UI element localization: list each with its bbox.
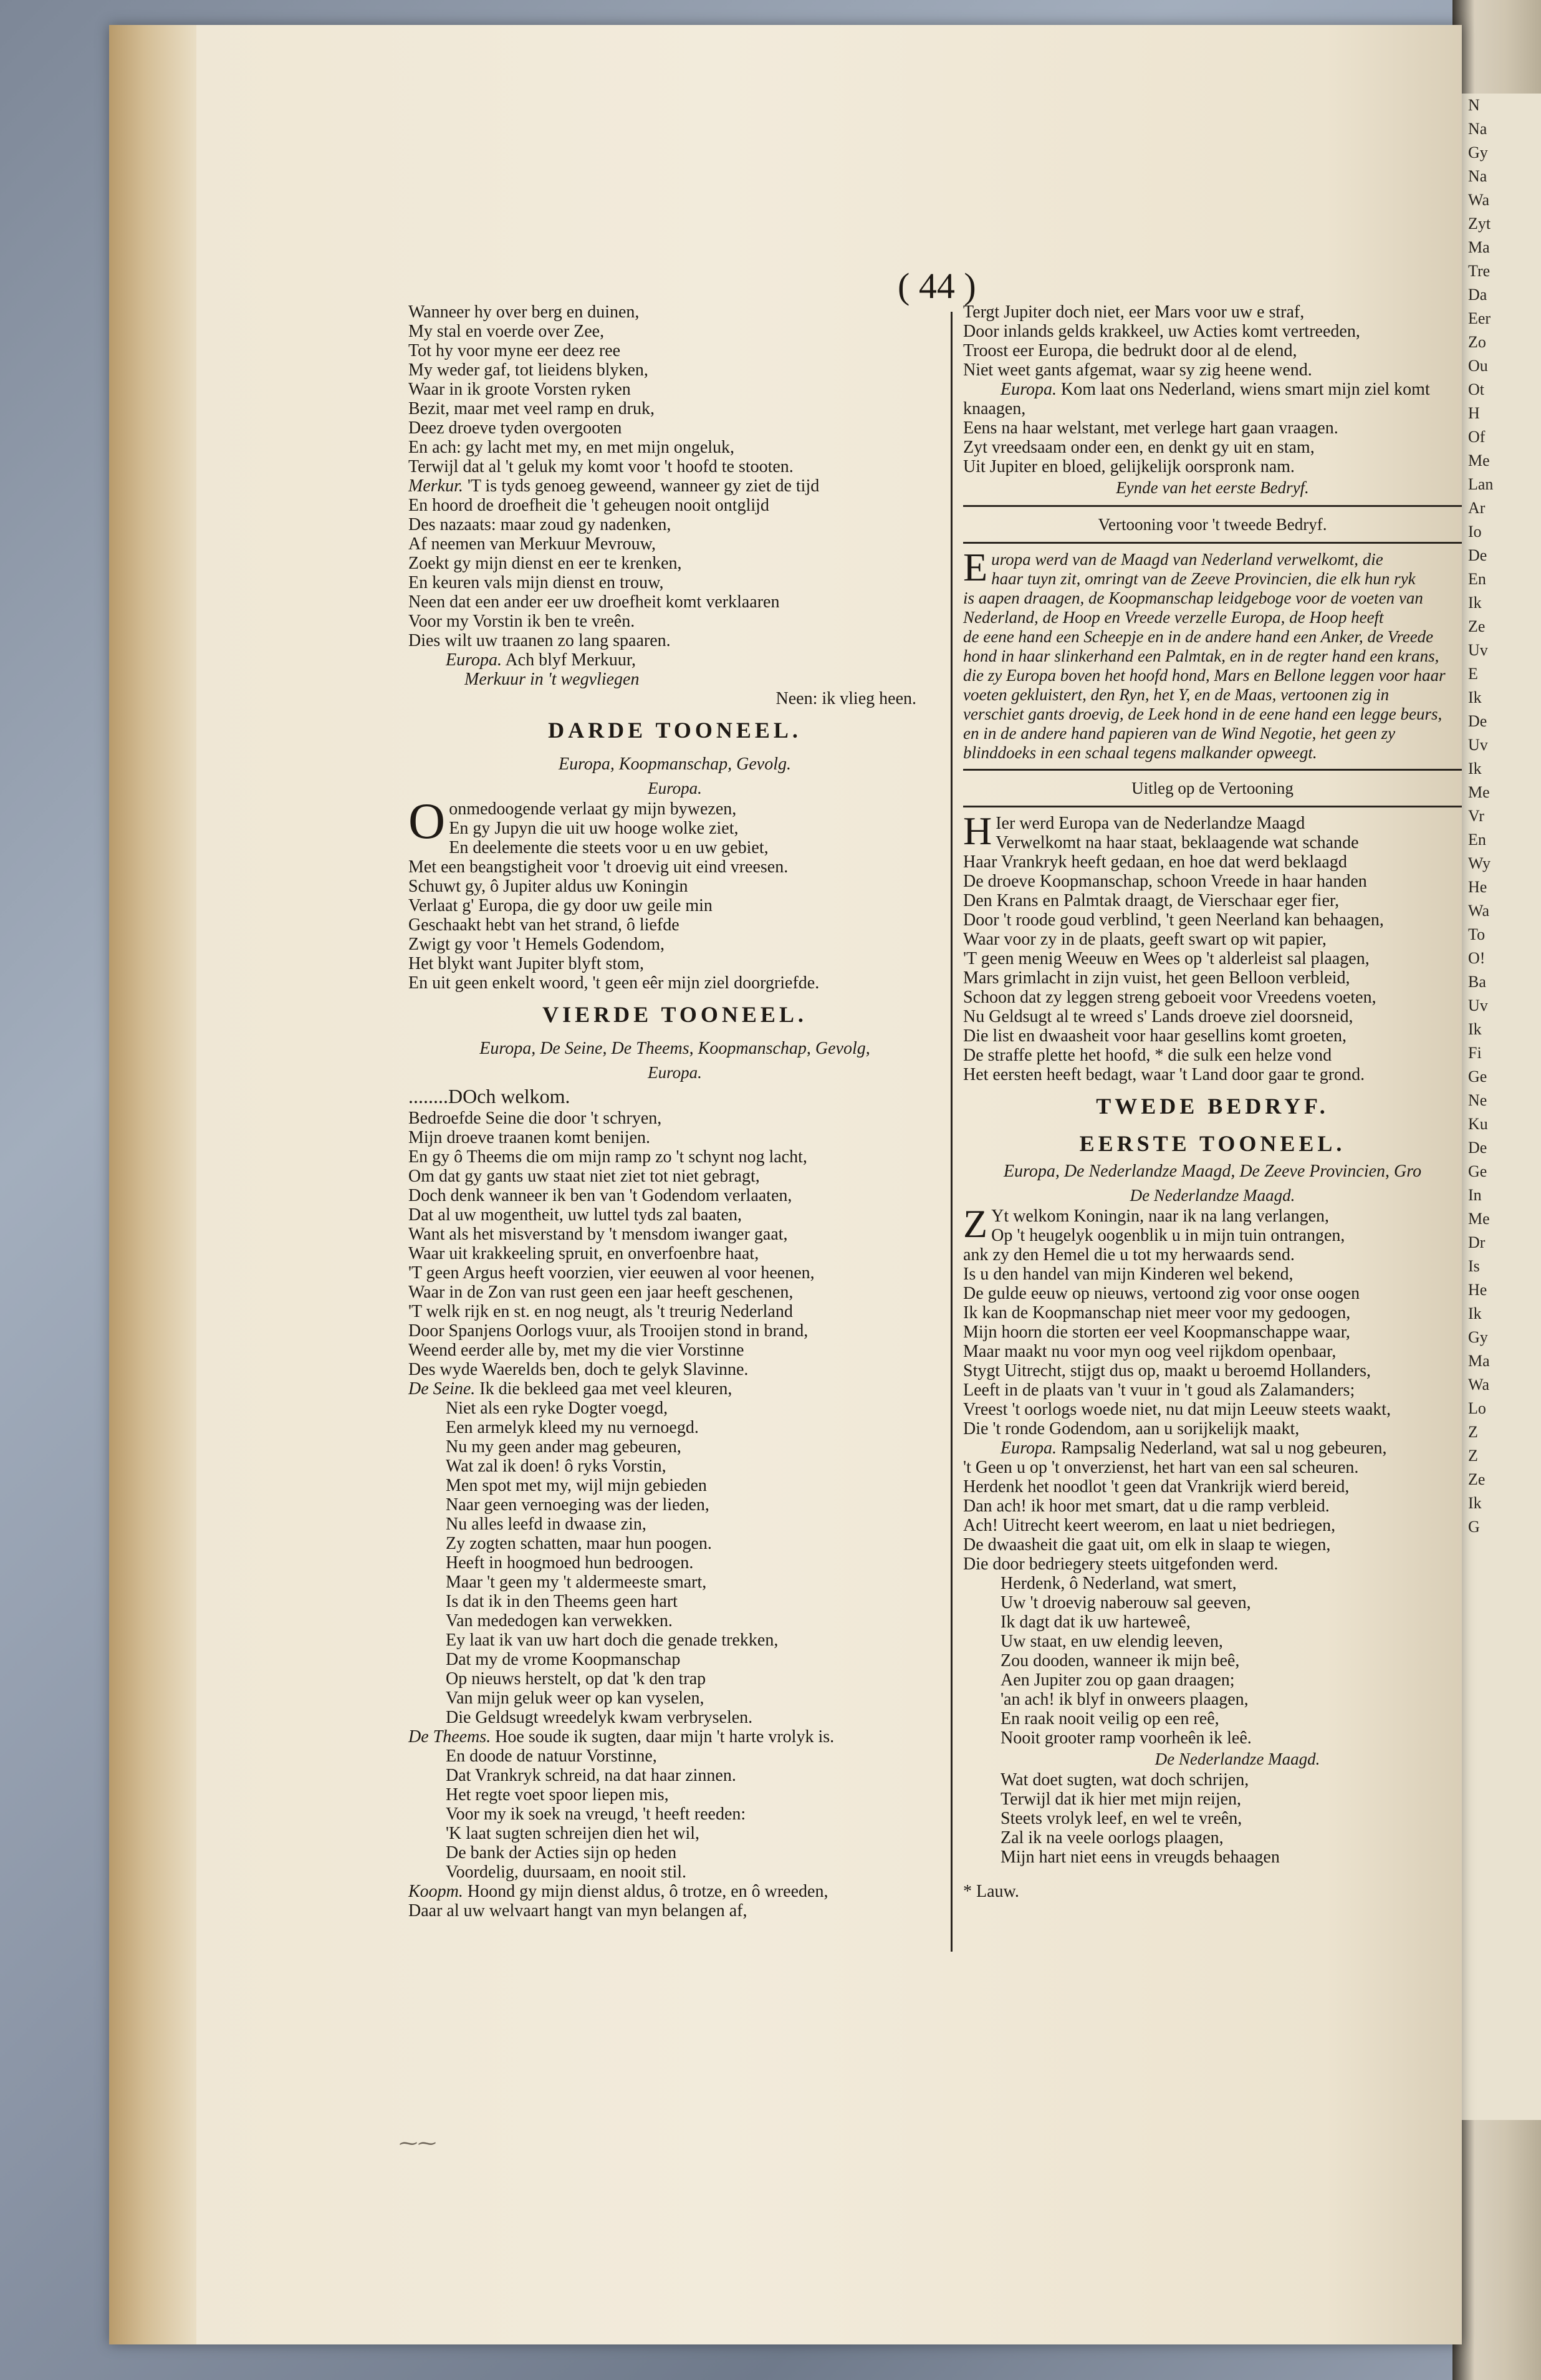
text-line: Bezit, maar met veel ramp en druk, (408, 399, 655, 418)
facing-page-line: Of (1468, 428, 1486, 446)
speech-text: Ik die bekleed gaa met veel kleuren, (479, 1379, 732, 1399)
page-edge-stain (109, 25, 196, 2344)
text-line: hond in haar slinkerhand een Palmtak, en in de regter hand een krans, (963, 647, 1439, 665)
facing-page-line: Me (1468, 783, 1490, 801)
facing-page-line: Io (1468, 523, 1482, 541)
text-line: Herdenk, ô Nederland, wat smert, (1001, 1574, 1237, 1593)
text-line: Haar Vrankryk heeft gedaan, en hoe dat werd beklaagd (963, 852, 1347, 872)
text-line: Nooit grooter ramp voorheên ik leê. (1001, 1728, 1252, 1748)
text-line: Dat my de vrome Koopmanschap (446, 1650, 681, 1669)
text-line: Is u den handel van mijn Kinderen wel bekend, (963, 1265, 1294, 1284)
facing-page-line: Wa (1468, 902, 1489, 920)
text-line: Ier werd Europa van de Nederlandze Maagd (996, 814, 1305, 833)
divider-rule (963, 505, 1462, 507)
text-line: Met een beangstigheit voor 't droevig uit eind vreesen. (408, 857, 789, 877)
text-line: De droeve Koopmanschap, schoon Vreede in haar handen (963, 872, 1367, 891)
facing-page-line: Lan (1468, 475, 1494, 493)
ink-smudge: ⁓⁓ (399, 2132, 436, 2154)
section-title: Uitleg op de Vertooning (1131, 779, 1294, 797)
column-divider (951, 312, 953, 1952)
facing-page-line: E (1468, 665, 1478, 683)
text-line: Waar in ik groote Vorsten ryken (408, 380, 631, 399)
facing-page-line: Wa (1468, 1375, 1489, 1394)
section-title: Vertooning voor 't tweede Bedryf. (1098, 515, 1327, 534)
speech-text: Rampsalig Nederland, wat sal u nog gebeuren, (1060, 1438, 1387, 1458)
facing-page-line: Z (1468, 1423, 1478, 1441)
text-line: En hoord de droefheit die 't geheugen nooit ontglijd (408, 496, 769, 515)
text-line: En gy ô Theems die om mijn ramp zo 't schynt nog lacht, (408, 1147, 807, 1167)
text-line: knaagen, (963, 399, 1026, 418)
drop-cap: O (408, 793, 446, 849)
text-line: Verlaat g' Europa, die gy door uw geile min (408, 896, 713, 915)
divider-rule (963, 769, 1462, 771)
facing-page-line: Ik (1468, 688, 1482, 706)
text-line: En deelemente die steets voor u en uw gebiet, (449, 838, 769, 857)
facing-page-line: De (1468, 1139, 1487, 1157)
text-line: Den Krans en Palmtak draagt, de Vierschaar eger fier, (963, 891, 1340, 910)
verse-block-dropcap (963, 1202, 1462, 1438)
verse-block (963, 1770, 1462, 1867)
verse-block (408, 1746, 941, 1882)
text-line: Voordelig, duursaam, en nooit stil. (446, 1862, 686, 1882)
text-line: Want als het misverstand by 't mensdom iwanger gaat, (408, 1225, 788, 1244)
text-line: Uw staat, en uw elendig leeven, (1001, 1632, 1223, 1651)
facing-page-line: Ba (1468, 973, 1486, 991)
text-line: En uit geen enkelt woord, 't geen eêr mijn ziel doorgriefde. (408, 973, 820, 993)
text-line: De bank der Acties sijn op heden (446, 1843, 677, 1862)
facing-page-fragment (1462, 94, 1541, 2120)
left-column (408, 302, 941, 1920)
facing-page-line: Ik (1468, 1020, 1482, 1038)
text-line: Ik dagt dat ik uw harteweê, (1001, 1612, 1191, 1632)
speech-line (408, 1727, 941, 1746)
cast-list: Europa, Koopmanschap, Gevolg. (558, 754, 792, 774)
text-line: Waar in de Zon van rust geen een jaar heeft geschenen, (408, 1283, 794, 1302)
facing-page-line: Ze (1468, 1470, 1486, 1488)
page-number: ( 44 ) (898, 266, 976, 306)
speaker-name: Koopm. (408, 1882, 463, 1901)
text-line: Tergt Jupiter doch niet, eer Mars voor uw e straf, (963, 302, 1305, 322)
facing-page-line: En (1468, 570, 1486, 588)
facing-page-line: Lo (1468, 1399, 1486, 1417)
text-line: Terwijl dat al 't geluk my komt voor 't hoofd te stooten. (408, 457, 794, 476)
verse-block (963, 1202, 1462, 1438)
text-line: Waar uit krakkeeling spruit, en onverfoenbre haat, (408, 1244, 759, 1263)
text-line: Af neemen van Merkuur Mevrouw, (408, 534, 656, 554)
facing-page-line: Na (1468, 167, 1487, 185)
text-line: Door inlands gelds krakkeel, uw Acties komt vertreeden, (963, 322, 1360, 341)
speaker-name: De Theems. (408, 1727, 491, 1746)
facing-page-line: Is (1468, 1257, 1480, 1275)
cast-list: Europa, De Nederlandze Maagd, De Zeeve Provincien, Gro (1003, 1162, 1422, 1181)
text-line: Eens na haar welstant, met verlege hart gaan vraagen. (963, 418, 1338, 438)
verse-block (963, 809, 1462, 1084)
speech-line (408, 476, 941, 496)
text-line: 'T geen Argus heeft voorzien, vier eeuwen al voor heenen, (408, 1263, 815, 1283)
text-line: En keuren vals mijn dienst en trouw, (408, 573, 664, 592)
drop-cap: E (963, 545, 988, 589)
text-line: Troost eer Europa, die bedrukt door al de elend, (963, 341, 1297, 360)
facing-page-line: O! (1468, 949, 1486, 967)
text-line: De straffe plette het hoofd, * die sulk een helze vond (963, 1046, 1332, 1065)
facing-page-line: Zo (1468, 333, 1486, 351)
text-line: Het eersten heeft bedagt, waar 't Land door gaar te grond. (963, 1065, 1365, 1084)
act-end-note: Eynde van het eerste Bedryf. (1116, 478, 1309, 497)
facing-page-line: Zyt (1468, 214, 1491, 233)
text-line: Niet als een ryke Dogter voegd, (446, 1399, 668, 1418)
text-line: Naar geen vernoeging was der lieden, (446, 1495, 709, 1515)
text-line: Mars grimlacht in zijn vuist, het geen Belloon verbleid, (963, 968, 1350, 988)
text-line: Mijn droeve traanen komt benijen. (408, 1128, 650, 1147)
text-line: Verwelkomt na haar staat, beklaagende wat schande (996, 833, 1359, 852)
text-line: Vreest 't oorlogs woede niet, nu dat mijn Leeuw steets waakt, (963, 1400, 1391, 1419)
verse-block (963, 302, 1462, 380)
text-line: uropa werd van de Maagd van Nederland verwelkomt, die (991, 550, 1383, 569)
text-line: Schoon dat zy leggen streng geboeit voor Vreedens voeten, (963, 988, 1376, 1007)
drop-cap: H (963, 809, 992, 853)
divider-rule (963, 806, 1462, 807)
text-line: verschiet gants droevig, de Leek hond in de eene hand een legge beurs, (963, 705, 1443, 723)
text-line: Yt welkom Koningin, naar ik na lang verlangen, (991, 1207, 1330, 1226)
text-line: Des wyde Waerelds ben, doch te gelyk Slavinne. (408, 1360, 749, 1379)
text-line: Doch denk wanneer ik ben van 't Godendom verlaaten, (408, 1186, 792, 1205)
text-line: En gy Jupyn die uit uw hooge wolke ziet, (449, 819, 739, 838)
text-line: Van mededogen kan verwekken. (446, 1611, 673, 1631)
text-line: Waar voor zy in de plaats, geeft swart op wit papier, (963, 930, 1327, 949)
text-line: Dan ach! ik hoor met smart, dat u die ramp verbleid. (963, 1496, 1330, 1516)
footnote: * Lauw. (963, 1882, 1019, 1901)
facing-page-line: Uv (1468, 736, 1488, 754)
text-line: Deez droeve tyden overgooten (408, 418, 622, 438)
verse-block (408, 302, 941, 476)
text-line: haar tuyn zit, omringt van de Zeeve Provincien, die elk hun ryk (991, 569, 1416, 588)
text-line: Wat doet sugten, wat doch schrijen, (1001, 1770, 1249, 1790)
facing-page-line: Wy (1468, 854, 1491, 872)
facing-page-line: Ik (1468, 594, 1482, 612)
facing-page-line: He (1468, 1281, 1487, 1299)
text-line: Op 't heugelyk oogenblik u in mijn tuin ontrangen, (991, 1226, 1345, 1245)
facing-page-line: Ge (1468, 1162, 1487, 1180)
speech-text: Hoe soude ik sugten, daar mijn 't harte vrolyk is. (495, 1727, 835, 1746)
divider-rule (963, 542, 1462, 544)
text-line: En ach: gy lacht met my, en met mijn ongeluk, (408, 438, 735, 457)
facing-page-line: To (1468, 925, 1486, 943)
speech-line: Neen: ik vlieg heen. (775, 689, 916, 708)
text-line: Nu alles leefd in dwaase zin, (446, 1515, 646, 1534)
text-line: Geschaakt hebt van het strand, ô liefde (408, 915, 679, 935)
verse-block-dropcap (963, 809, 1462, 1084)
facing-page-line: G (1468, 1518, 1480, 1536)
text-line: 'K laat sugten schreijen dien het wil, (446, 1824, 700, 1843)
facing-page-line: Ge (1468, 1067, 1487, 1086)
facing-page-line: Uv (1468, 996, 1488, 1014)
text-line: die zy Europa boven het hoofd hond, Mars en Bellone leggen voor haar (963, 666, 1446, 685)
text-line: Neen dat een ander eer uw droefheit komt verklaaren (408, 592, 780, 612)
speech-line (408, 650, 941, 670)
text-line: Weend eerder alle by, met my die vier Vorstinne (408, 1341, 744, 1360)
text-line: Maar maakt nu voor myn oog veel rijkdom openbaar, (963, 1342, 1337, 1361)
text-line: Ey laat ik van uw hart doch die genade trekken, (446, 1631, 779, 1650)
speaker-name: Europa. (1001, 1438, 1057, 1458)
text-line: Op nieuws herstelt, op dat 'k den trap (446, 1669, 706, 1689)
speaker-heading: De Nederlandze Maagd. (1130, 1186, 1295, 1205)
text-line: 'T welk rijk en st. en nog neugt, als 't treurig Nederland (408, 1302, 793, 1321)
speaker-name: Europa. (1001, 380, 1057, 399)
text-line: Zoekt gy mijn dienst en eer te krenken, (408, 554, 682, 573)
facing-page-line: He (1468, 878, 1487, 896)
text-line: Niet weet gants afgemat, waar sy zig heene wend. (963, 360, 1312, 380)
facing-page-line: Z (1468, 1447, 1478, 1465)
text-line: Voor my Vorstin ik ben te vreên. (408, 612, 635, 631)
facing-page-line: Uv (1468, 641, 1488, 659)
speaker-heading: Europa. (648, 779, 702, 797)
text-line: Is dat ik in den Theems geen hart (446, 1592, 678, 1611)
text-line: Door 't roode goud verblind, 't geen Neerland kan behaagen, (963, 910, 1384, 930)
verse-block (963, 1458, 1462, 1574)
text-line: Heeft in hoogmoed hun bedroogen. (446, 1553, 694, 1573)
facing-page-line: Ik (1468, 759, 1482, 778)
text-line: Om dat gy gants uw staat niet ziet tot niet gebragt, (408, 1167, 760, 1186)
verse-block-dropcap (408, 793, 941, 993)
text-line: Men spot met my, wijl mijn gebieden (446, 1476, 707, 1495)
text-line: Zyt vreedsaam onder een, en denkt gy uit en stam, (963, 438, 1315, 457)
verse-block (408, 1109, 941, 1379)
description-block (963, 545, 1462, 763)
speech-line (963, 380, 1462, 399)
facing-page-line: Eer (1468, 309, 1491, 327)
facing-page-line: Ma (1468, 238, 1490, 256)
text-line: Uw 't droevig naberouw sal geeven, (1001, 1593, 1251, 1612)
verse-block (408, 496, 941, 650)
text-line: Zou dooden, wanneer ik mijn beê, (1001, 1651, 1240, 1670)
facing-page-line: Ma (1468, 1352, 1490, 1370)
text-line: Dat Vrankryk schreid, na dat haar zinnen. (446, 1766, 736, 1785)
text-line: Tot hy voor myne eer deez ree (408, 341, 621, 360)
text-line: Ach! Uitrecht keert weerom, en laat u niet bedriegen, (963, 1516, 1336, 1535)
facing-page-line: De (1468, 546, 1487, 564)
text-line: Mijn hart niet eens in vreugds behaagen (1001, 1848, 1280, 1867)
text-line: Een armelyk kleed my nu vernoegd. (446, 1418, 699, 1437)
facing-page-line: Ou (1468, 357, 1488, 375)
text-line: Uit Jupiter en bloed, gelijkelijk oorspronk nam. (963, 457, 1295, 476)
text-line: Stygt Uitrecht, stijgt dus op, maakt u beroemd Hollanders, (963, 1361, 1371, 1380)
facing-page-line: Ar (1468, 499, 1486, 517)
text-line: Wat zal ik doen! ô ryks Vorstin, (446, 1457, 666, 1476)
text-line: Aen Jupiter zou op gaan draagen; (1001, 1670, 1235, 1690)
facing-page-line: In (1468, 1186, 1482, 1204)
text-line: Van mijn geluk weer op kan vyselen, (446, 1689, 704, 1708)
text-line: Mijn hoorn die storten eer veel Koopmanschappe waar, (963, 1322, 1350, 1342)
text-line: Leeft in de plaats van 't vuur in 't goud als Zalamanders; (963, 1380, 1355, 1400)
stage-direction: Merkuur in 't wegvliegen (464, 670, 640, 689)
text-line: blinddoeks in een schaal tegens malkander opweegt. (963, 743, 1317, 762)
facing-page-line: Dr (1468, 1233, 1486, 1251)
facing-page-line: Ik (1468, 1304, 1482, 1322)
facing-page-line: De (1468, 712, 1487, 730)
speech-text: 'T is tyds genoeg geweend, wanneer gy ziet de tijd (467, 476, 820, 496)
speech-line: Daar al uw welvaart hangt van myn belangen af, (408, 1901, 747, 1920)
facing-page-line: Ze (1468, 617, 1486, 635)
speaker-heading: De Nederlandze Maagd. (1155, 1750, 1320, 1768)
text-line: Die 't ronde Godendom, aan u sorijkelijk maakt, (963, 1419, 1300, 1438)
text-line: De dwaasheit die gaat uit, om elk in slaap te wiegen, (963, 1535, 1331, 1554)
speech-line (408, 1379, 941, 1399)
facing-page-line: Ik (1468, 1494, 1482, 1512)
text-line: Die door bedriegery steets uitgefonden werd. (963, 1554, 1279, 1574)
text-line: onmedoogende verlaat gy mijn bywezen, (449, 799, 737, 819)
text-line: Steets vrolyk leef, en wel te vreên, (1001, 1809, 1242, 1828)
text-line: Zy zogten schatten, maar hun poogen. (446, 1534, 712, 1553)
speaker-name: Merkur. (408, 476, 463, 496)
text-line: Voor my ik soek na vreugd, 't heeft reeden: (446, 1804, 746, 1824)
facing-page-line: En (1468, 831, 1486, 849)
text-line: de eene hand een Scheepje en in de andere hand een Anker, de Vreede (963, 627, 1434, 646)
text-line: voeten gekluistert, den Ryn, het Y, en de Maas, vertoonen zig in (963, 685, 1390, 704)
facing-page-line: Ot (1468, 380, 1484, 398)
text-line: De gulde eeuw op nieuws, vertoond zig voor onse oogen (963, 1284, 1360, 1303)
text-line: Zal ik na veele oorlogs plaagen, (1001, 1828, 1224, 1848)
facing-page-line: Tre (1468, 262, 1491, 280)
facing-page-line: Ku (1468, 1115, 1488, 1133)
text-line: ank zy den Hemel die u tot my herwaards send. (963, 1245, 1295, 1265)
text-line: Des nazaats: maar zoud gy nadenken, (408, 515, 671, 534)
text-line: Nederland, de Hoop en Vreede verzelle Europa, de Hoop heeft (963, 608, 1384, 627)
text-line: Dies wilt uw traanen zo lang spaaren. (408, 631, 671, 650)
text-line: 'T geen menig Weeuw en Wees op 't alderleist sal plaagen, (963, 949, 1370, 968)
text-line: Maar 't geen my 't aldermeeste smart, (446, 1573, 707, 1592)
facing-page-line: Vr (1468, 807, 1484, 825)
text-line: 't Geen u op 't onverzienst, het hart van een sal scheuren. (963, 1458, 1359, 1477)
text-line: Herdenk het noodlot 't geen dat Vrankrijk wierd bereid, (963, 1477, 1350, 1496)
speech-text: Hoond gy mijn dienst aldus, ô trotze, en ô wreeden, (467, 1882, 828, 1901)
speaker-heading: Europa. (648, 1063, 702, 1082)
speech-line: ........DOch welkom. (408, 1085, 570, 1107)
speaker-name: De Seine. (408, 1379, 476, 1399)
scene-heading: VIERDE TOONEEL. (542, 1002, 807, 1027)
facing-page-line: H (1468, 404, 1480, 422)
act-heading: TWEDE BEDRYF. (1096, 1094, 1329, 1119)
text-line: en in de andere hand papieren van de Wind Negotie, het geen zy (963, 724, 1396, 743)
text-line: Het blykt want Jupiter blyft stom, (408, 954, 644, 973)
text-line: Dat al uw mogentheit, uw luttel tyds zal baaten, (408, 1205, 742, 1225)
text-line: Ik kan de Koopmanschap niet meer voor my gedoogen, (963, 1303, 1351, 1322)
text-line: is aapen draagen, de Koopmanschap leidgeboge voor de voeten van (963, 589, 1423, 607)
text-line: Door Spanjens Oorlogs vuur, als Trooijen stond in brand, (408, 1321, 809, 1341)
verse-block (963, 399, 1462, 476)
text-line: Nu Geldsugt al te wreed s' Lands droeve ziel doorsneid, (963, 1007, 1353, 1026)
text-line: Schuwt gy, ô Jupiter aldus uw Koningin (408, 877, 688, 896)
verse-block (408, 1399, 941, 1727)
text-line: My weder gaf, tot lieidens blyken, (408, 360, 648, 380)
text-line: Terwijl dat ik hier met mijn reijen, (1001, 1790, 1242, 1809)
facing-page-line: Na (1468, 120, 1487, 138)
text-line: Nu my geen ander mag gebeuren, (446, 1437, 681, 1457)
speech-line (408, 1882, 941, 1901)
scene-heading: DARDE TOONEEL. (548, 718, 802, 743)
text-line: Die list en dwaasheit voor haar gesellins komt groeten, (963, 1026, 1347, 1046)
facing-page-line: Da (1468, 286, 1487, 304)
text-line: Wanneer hy over berg en duinen, (408, 302, 640, 322)
speech-text: Ach blyf Merkuur, (505, 650, 636, 670)
scene-heading: EERSTE TOONEEL. (1079, 1131, 1346, 1156)
verse-block (963, 1574, 1462, 1748)
facing-page-line: Wa (1468, 191, 1489, 209)
facing-page-line: Fi (1468, 1044, 1482, 1062)
right-column (963, 302, 1462, 1904)
cast-list: Europa, De Seine, De Theems, Koopmanschap, Gevolg, (479, 1039, 870, 1058)
speech-text: Kom laat ons Nederland, wiens smart mijn ziel komt (1060, 380, 1430, 399)
verse-block (408, 793, 941, 993)
text-line: Die Geldsugt wreedelyk kwam verbryselen. (446, 1708, 753, 1727)
facing-page-line: Ne (1468, 1091, 1487, 1109)
text-line: Bedroefde Seine die door 't schryen, (408, 1109, 662, 1128)
text-line: En raak nooit veilig op een reê, (1001, 1709, 1219, 1728)
text-line: My stal en voerde over Zee, (408, 322, 605, 341)
facing-page-line: Me (1468, 451, 1490, 470)
facing-page-line: Me (1468, 1210, 1490, 1228)
facing-page-line: Gy (1468, 143, 1488, 161)
facing-page-line: N (1468, 96, 1480, 114)
text-line: Het regte voet spoor liepen mis, (446, 1785, 669, 1804)
text-line: Zwigt gy voor 't Hemels Godendom, (408, 935, 665, 954)
facing-page-line: Gy (1468, 1328, 1488, 1346)
speaker-name: Europa. (446, 650, 502, 670)
speech-line (963, 1438, 1462, 1458)
drop-cap: Z (963, 1202, 988, 1246)
text-line: En doode de natuur Vorstinne, (446, 1746, 657, 1766)
prose-block (963, 545, 1462, 763)
text-line: 'an ach! ik blyf in onweers plaagen, (1001, 1690, 1249, 1709)
